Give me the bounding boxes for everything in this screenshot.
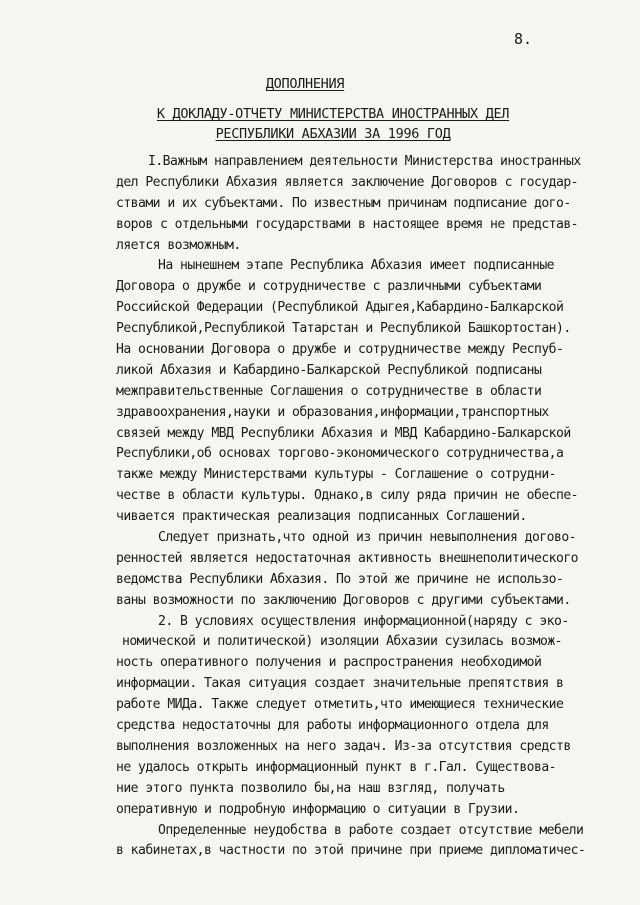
text-line: чивается практическая реализация подписанных Соглашений. [116,509,527,525]
text-line: ведомства Республики Абхазия. По этой же причине не использо- [116,571,564,587]
title-line-report: К ДОКЛАДУ-ОТЧЕТУ МИНИСТЕРСТВА ИНОСТРАННЫХ ДЕЛ [156,106,510,122]
text-line: Следует признать,что одной из причин невыполнения догово- [158,530,576,546]
text-line: в кабинетах,в частности по этой причине при приеме дипломатичес- [116,843,586,859]
text-line: ликой Абхазия и Кабардино-Балкарской Республикой подписаны [116,362,542,378]
text-line: также между Министерствами культуры - Соглашение о сотрудни- [116,467,556,483]
text-line: работе МИДа. Также следует отметить,что имеющиеся технические [116,697,564,713]
document-body [116,152,616,862]
title-line-year: РЕСПУБЛИКИ АБХАЗИИ ЗА 1996 ГОД [215,126,451,142]
text-line: ляется возможным. [116,237,241,253]
text-line: выполнения возложенных на него задач. Из-за отсутствия средств [116,738,571,754]
text-line: На основании Договора о дружбе и сотрудничестве между Респуб- [116,342,564,358]
title-additions: ДОПОЛНЕНИЯ [265,76,345,92]
text-line: ствами и их субъектами. По известным причинам подписание дого- [116,195,571,211]
text-line: связей между МВД Республики Абхазия и МВД Кабардино-Балкарской [116,425,571,441]
text-line: Договора о дружбе и сотрудничестве с различными субъектами [116,279,542,295]
text-line: дел Республики Абхазия является заключение Договоров с государ- [116,174,578,190]
text-line: межправительственные Соглашения о сотрудничестве в области [116,383,542,399]
text-line: I.Важным направлением деятельности Министерства иностранных [148,154,581,169]
text-line: не удалось открыть информационный пункт в г.Гал. Существова- [116,759,556,775]
text-line: ваны возможности по заключению Договоров с другими субъектами. [116,592,571,608]
text-line: ность оперативного получения и распространения необходимой [116,655,542,671]
text-line: воров с отдельными государствами в настоящее время не представ- [116,216,578,232]
text-line: информации. Такая ситуация создает значительные препятствия в [116,676,564,692]
text-line: оперативную и подробную информацию о ситуации в Грузии. [116,801,520,817]
text-line: 2. В условиях осуществления информационной(наряду с эко- [158,613,569,629]
text-line: здравоохранения,науки и образования,информации,транспортных [116,404,549,420]
text-line: ренностей является недостаточная активность внешнеполитического [116,550,578,566]
text-line: На нынешнем этапе Республика Абхазия имеет подписанные [158,258,554,274]
text-line: средства недостаточны для работы информационного отдела для [116,718,549,734]
text-line: Определенные неудобства в работе создает отсутствие мебели [158,822,584,838]
text-line: честве в области культуры. Однако,в силу ряда причин не обеспе- [116,488,578,504]
text-line: Республикой,Республикой Татарстан и Республикой Башкортостан). [116,321,571,337]
text-line: ние этого пункта позволило бы,на наш взгляд, получать [116,780,505,796]
text-line: Республики,об основах торгово-экономического сотрудничества,а [116,446,564,462]
text-line: Российской Федерации (Республикой Адыгея,Кабардино-Балкарской [116,300,564,316]
page-number: 8. [514,30,533,48]
text-line: номической и политической) изоляции Абхазии сузилась возмож- [122,634,562,650]
